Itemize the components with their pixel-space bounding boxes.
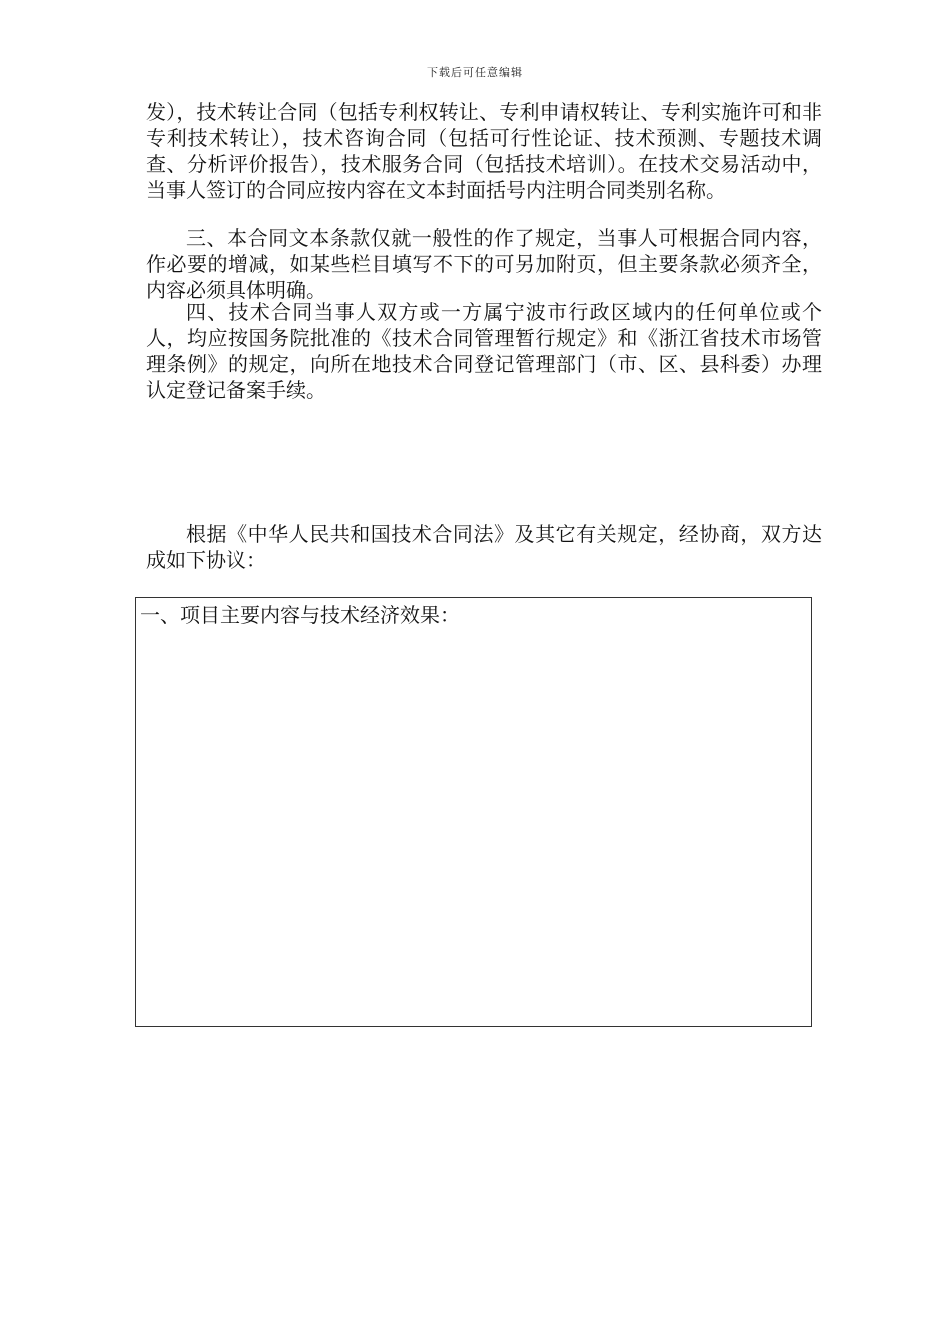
paragraph-agreement-intro: 根据《中华人民共和国技术合同法》及其它有关规定，经协商，双方达成如下协议： [146,522,822,572]
paragraph-clause-three: 三、本合同文本条款仅就一般性的作了规定，当事人可根据合同内容，作必要的增减，如某些栏目填写不下的可另加附页，但主要条款必须齐全，内容必须具体明确。 [146,226,822,302]
paragraph-contract-types: 发），技术转让合同（包括专利权转让、专利申请权转让、专利实施许可和非专利技术转让），技术咨询合同（包括可行性论证、技术预测、专题技术调查、分析评价报告），技术服务合同（包括技术培训）。在技术交易活动中，当事人签订的合同应按内容在文本封面括号内注明合同类别名称。 [146,100,822,202]
project-content-label: 一、项目主要内容与技术经济效果： [140,603,460,627]
project-content-box[interactable] [135,597,812,1027]
paragraph-clause-four: 四、技术合同当事人双方或一方属宁波市行政区域内的任何单位或个人，均应按国务院批准的《技术合同管理暂行规定》和《浙江省技术市场管理条例》的规定，向所在地技术合同登记管理部门（市、区、县科委）办理认定登记备案手续。 [146,300,822,402]
page-header: 下载后可任意编辑 [427,66,523,79]
